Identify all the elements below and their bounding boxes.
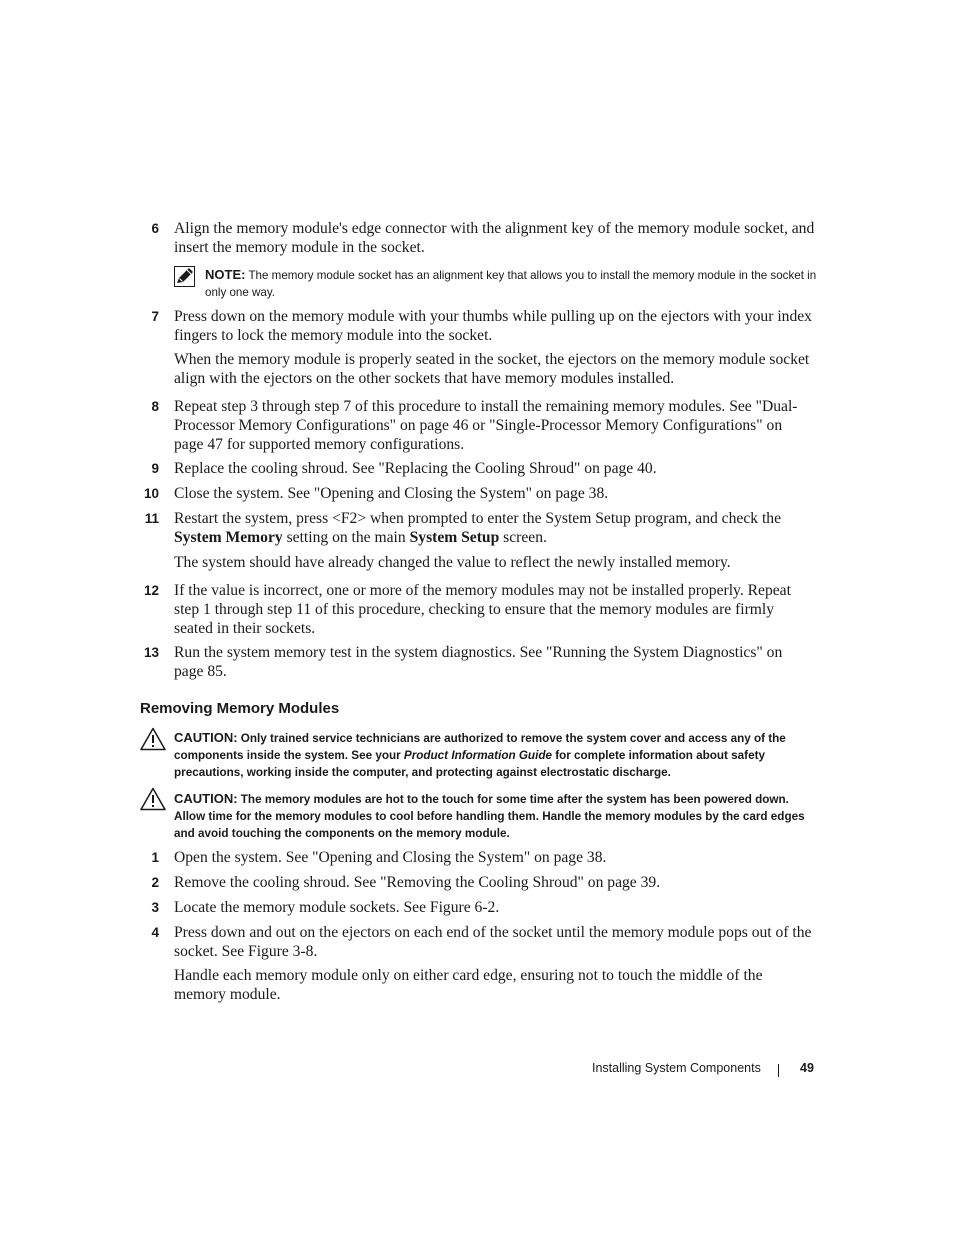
step-text: If the value is incorrect, one or more of the memory modules may not be installed properly. Repeat step 1 through step 11 of this procedure, checking to ensure that the memory modules are firmly seated in their sockets.: [174, 582, 791, 637]
step-text: Replace the cooling shroud. See "Replacing the Cooling Shroud" on page 40.: [174, 460, 657, 477]
step-text: Open the system. See "Opening and Closing the System" on page 38.: [174, 849, 607, 866]
step-number: 10: [143, 486, 159, 501]
step-text: Close the system. See "Opening and Closing the System" on page 38.: [174, 485, 609, 502]
footer-section-title: Installing System Components: [592, 1061, 761, 1075]
step-text: Press down on the memory module with your thumbs while pulling up on the ejectors with your index fingers to lock the memory module into the socket.: [174, 308, 812, 344]
step-text: Locate the memory module sockets. See Figure 6-2.: [174, 899, 500, 916]
step-11-text-mid: setting on the main: [282, 529, 410, 546]
system-memory-term: System Memory: [174, 529, 283, 546]
caution-label: CAUTION:: [174, 791, 238, 806]
step-number: 6: [151, 221, 159, 236]
step-11-text-end: screen.: [499, 529, 547, 546]
step-number: 4: [151, 925, 159, 940]
footer-divider: [778, 1064, 779, 1077]
warning-triangle-icon: [140, 787, 166, 811]
caution-label: CAUTION:: [174, 730, 238, 745]
caution-block-1: [174, 729, 816, 781]
product-info-guide-title: Product Information Guide: [403, 749, 552, 762]
caution-block-2: [174, 790, 816, 842]
step-number: 2: [151, 875, 159, 890]
note-text: The memory module socket has an alignment key that allows you to install the memory module in the socket in only one way.: [205, 269, 817, 299]
note-block: [205, 266, 817, 301]
step-text: Align the memory module's edge connector with the alignment key of the memory module socket, and insert the memory module in the socket.: [174, 220, 815, 256]
section-heading: Removing Memory Modules: [140, 700, 340, 717]
step-7-paragraph: When the memory module is properly seated in the socket, the ejectors on the memory module socket align with the ejectors on the other sockets that have memory modules installed.: [174, 351, 810, 387]
step-text: Press down and out on the ejectors on each end of the socket until the memory module pops out of the socket. See Figure 3-8.: [174, 924, 812, 960]
step-number: 8: [151, 399, 159, 414]
system-setup-term: System Setup: [409, 529, 500, 546]
pencil-note-icon: [174, 266, 195, 287]
step-11-paragraph: The system should have already changed the value to reflect the newly installed memory.: [174, 554, 731, 571]
step-number: 13: [143, 645, 159, 660]
step-text: Remove the cooling shroud. See "Removing the Cooling Shroud" on page 39.: [174, 874, 661, 891]
step-number: 1: [151, 850, 159, 865]
step-number: 7: [151, 309, 159, 324]
caution-text: The memory modules are hot to the touch for some time after the system has been powered down. Allow time for the memory modules to cool before handling them. Handle the memory modules by the card edges and avoid touching the components on the memory module.: [174, 793, 805, 840]
step-4-paragraph: Handle each memory module only on either card edge, ensuring not to touch the middle of the memory module.: [174, 967, 763, 1003]
step-number: 9: [151, 461, 159, 476]
step-text: Run the system memory test in the system diagnostics. See "Running the System Diagnostics" on page 85.: [174, 644, 783, 680]
step-text: Repeat step 3 through step 7 of this procedure to install the remaining memory modules. See "Dual-Processor Memory Configurations" on page 46 or "Single-Processor Memory Configurations" on page 47 for supported memory configurations.: [174, 398, 798, 453]
warning-triangle-icon: [140, 727, 166, 751]
caution-text: for complete information about safety precautions, working inside the computer, and protecting against electrostatic discharge.: [174, 749, 765, 779]
page-number: 49: [800, 1061, 814, 1075]
step-number: 12: [143, 583, 159, 598]
step-number: 3: [151, 900, 159, 915]
step-number: 11: [144, 511, 159, 526]
step-text: [174, 509, 818, 547]
step-11-text-start: Restart the system, press <F2> when prompted to enter the System Setup program, and check the: [174, 510, 781, 527]
caution-text: Only trained service technicians are authorized to remove the system cover and access any of the components inside the system. See your: [174, 732, 786, 762]
note-label: NOTE:: [205, 267, 246, 282]
